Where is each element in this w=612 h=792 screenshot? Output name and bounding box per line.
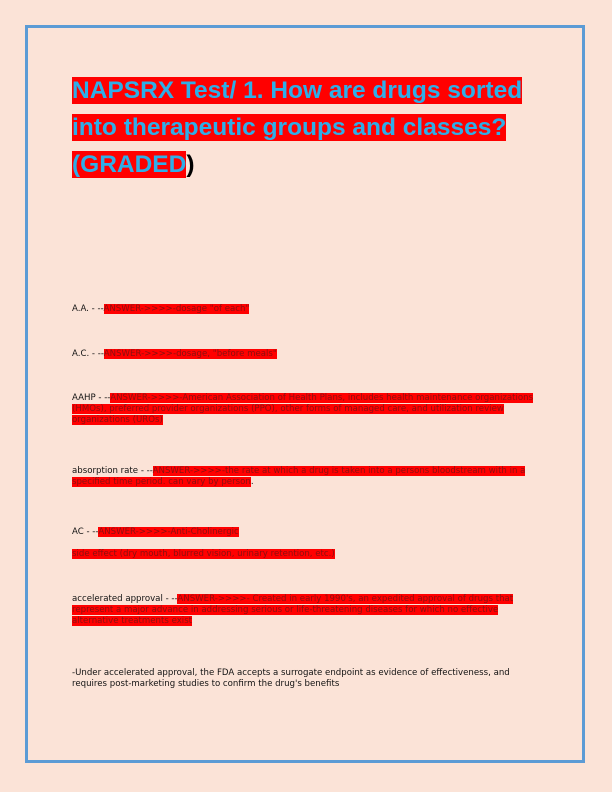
entry-term: AC - -- bbox=[72, 527, 99, 537]
entry-ac bbox=[72, 349, 538, 360]
title-text: NAPSRX Test/ 1. How are drugs sorted into therapeutic groups and classes? (GRADED bbox=[72, 77, 523, 178]
entry-accelerated-approval-note bbox=[72, 668, 538, 690]
entry-term: accelerated approval - -- bbox=[72, 594, 178, 604]
entry-absorption-rate bbox=[72, 466, 538, 488]
entry-answer: ANSWER->>>>-dosage, "before meals" bbox=[103, 349, 277, 359]
entry-side-effect bbox=[72, 549, 538, 560]
entry-tail: . bbox=[250, 477, 254, 488]
title-close-paren: ) bbox=[186, 151, 195, 178]
document-title bbox=[72, 72, 542, 183]
entry-aa bbox=[72, 304, 538, 315]
entry-answer: ANSWER->>>>-American Association of Health Plans, includes health maintenance organizations (HMOs), preferred provider organizations (PPO), other forms of managed care, and utilization review organizations (UROs) bbox=[72, 393, 534, 426]
entry-term: A.C. - -- bbox=[72, 349, 104, 359]
entry-term: absorption rate - -- bbox=[72, 466, 153, 476]
entry-accelerated-approval bbox=[72, 594, 538, 628]
entry-answer: ANSWER->>>>-the rate at which a drug is taken into a persons bloodstream with in a specified time period. can vary by person bbox=[72, 466, 526, 488]
entry-answer: ANSWER->>>>-Anti-Cholinergic bbox=[98, 527, 239, 537]
entry-aahp bbox=[72, 393, 538, 427]
entry-term: AAHP - -- bbox=[72, 393, 111, 403]
entry-ac-anticholinergic bbox=[72, 527, 538, 538]
entry-answer: ANSWER->>>>- Created in early 1990's, an expedited approval of drugs that represent a major advance in addressing serious or life-threatening diseases for which no effective alternative treatments exist bbox=[72, 594, 514, 627]
entry-term: A.A. - -- bbox=[72, 304, 104, 314]
entry-answer: ANSWER->>>>-dosage "of each" bbox=[103, 304, 250, 314]
entry-answer: side effect (dry mouth, blurred vision, urinary retention, etc.) bbox=[72, 549, 335, 559]
entry-term: -Under accelerated approval, the FDA accepts a surrogate endpoint as evidence of effectiveness, and requires post-marketing studies to confirm the drug's benefits bbox=[72, 668, 510, 690]
